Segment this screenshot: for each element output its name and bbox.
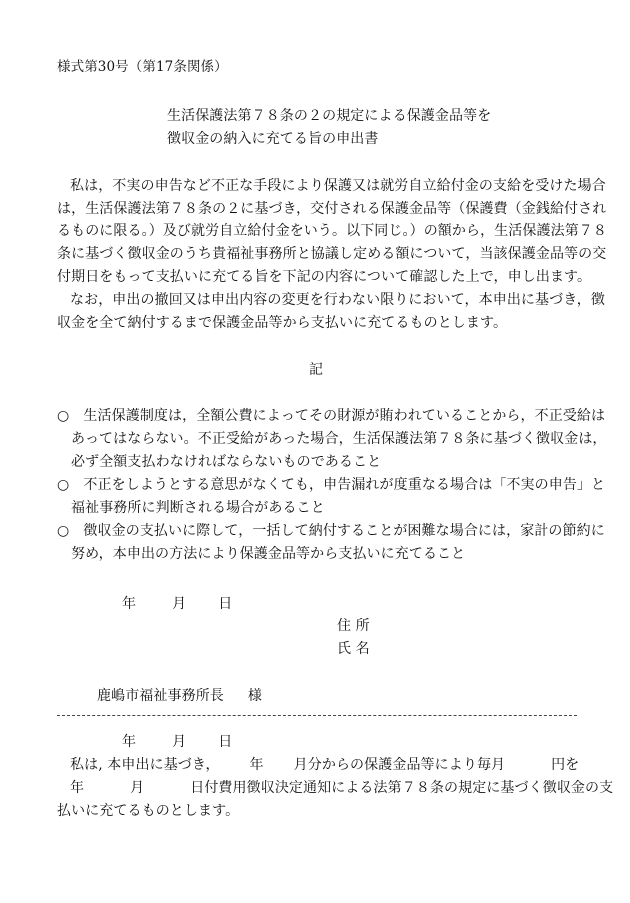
bullet-1-line-1: ○ 生活保護制度は，全額公費によってその財源が賄われていることから，不正受給は: [57, 408, 606, 424]
paragraph-1-line-1: 私は，不実の申告など不正な手段により保護又は就労自立給付金の支給を受けた場合: [70, 178, 606, 194]
bullet-1-line-2: あってはならない。不正受給があった場合，生活保護法第７８条に基づく徴収金は，: [71, 431, 607, 447]
recipient-honorific: 様: [247, 688, 263, 704]
paragraph-1-line-3: るものに限る。）及び就労自立給付金をいう。以下同じ。）の額から，生活保護法第７８: [57, 223, 607, 239]
decision-month-label: 月: [172, 734, 187, 750]
statement-2-year: 年: [70, 780, 85, 796]
paragraph-1-line-2: は，生活保護法第７８条の２に基づき，交付される保護金品等（保護費（金銭給付され: [57, 201, 607, 217]
paragraph-2-line-1: なお，申出の撤回又は申出内容の変更を行わない限りにおいて，本申出に基づき，徴: [70, 292, 605, 308]
decision-day-label: 日: [218, 734, 233, 750]
statement-2-part-c: 日付費用徴収決定通知による法第７８条の規定に基づく徴収金の支: [190, 780, 614, 796]
bullet-3-line-2: 努め，本申出の方法により保護金品等から支払いに充てること: [71, 546, 466, 562]
statement-line-3: 払いに充てるものとします。: [57, 803, 240, 819]
date-month-label: 月: [172, 596, 187, 612]
statement-2-month: 月: [130, 780, 145, 796]
statement-1-part-c: 月分からの保護金品等により毎月: [293, 757, 506, 773]
document-title-line-1: 生活保護法第７８条の２の規定による保護金品等を: [167, 108, 492, 124]
statement-1-year: 年: [249, 757, 264, 773]
date-day-label: 日: [218, 596, 233, 612]
statement-1-part-a: 私は, 本申出に基づき，: [70, 757, 220, 773]
ki-heading: 記: [309, 362, 324, 378]
date-year-label: 年: [122, 596, 137, 612]
recipient-line: [97, 687, 262, 705]
bullet-3-line-1: ○ 徴収金の支払いに際して，一括して納付することが困難な場合には，家計の節約に: [57, 523, 605, 539]
paragraph-2-line-2: 収金を全て納付するまで保護金品等から支払いに充てるものとします。: [57, 315, 508, 331]
cut-line-divider: [57, 715, 577, 716]
document-title-line-2: 徴収金の納入に充てる旨の申出書: [167, 131, 379, 147]
application-date: [122, 595, 232, 613]
decision-date: [122, 733, 232, 751]
decision-year-label: 年: [122, 734, 137, 750]
statement-1-yen: 円を: [551, 757, 580, 773]
name-label: 氏 名: [337, 641, 370, 657]
bullet-2-line-1: ○ 不正をしようとする意思がなくても，申告漏れが度重なる場合は「不実の申告」と: [57, 477, 606, 493]
paragraph-1-line-4: 条に基づく徴収金のうち貴福祉事務所と協議し定める額について，当該保護金品等の交: [57, 246, 607, 262]
address-label: 住 所: [337, 618, 370, 634]
bullet-2-line-2: 福祉事務所に判断される場合があること: [71, 500, 325, 516]
paragraph-1-line-5: 付期日をもって支払いに充てる旨を下記の内容について確認した上で，申し出ます。: [57, 269, 592, 285]
bullet-1-line-3: 必ず全額支払わなければならないものであること: [71, 454, 382, 470]
form-number: 様式第30号（第17条関係）: [57, 59, 228, 75]
statement-line-1: [70, 756, 579, 774]
statement-line-2: [70, 779, 613, 797]
recipient-name: 鹿嶋市福祉事務所長: [97, 688, 224, 704]
